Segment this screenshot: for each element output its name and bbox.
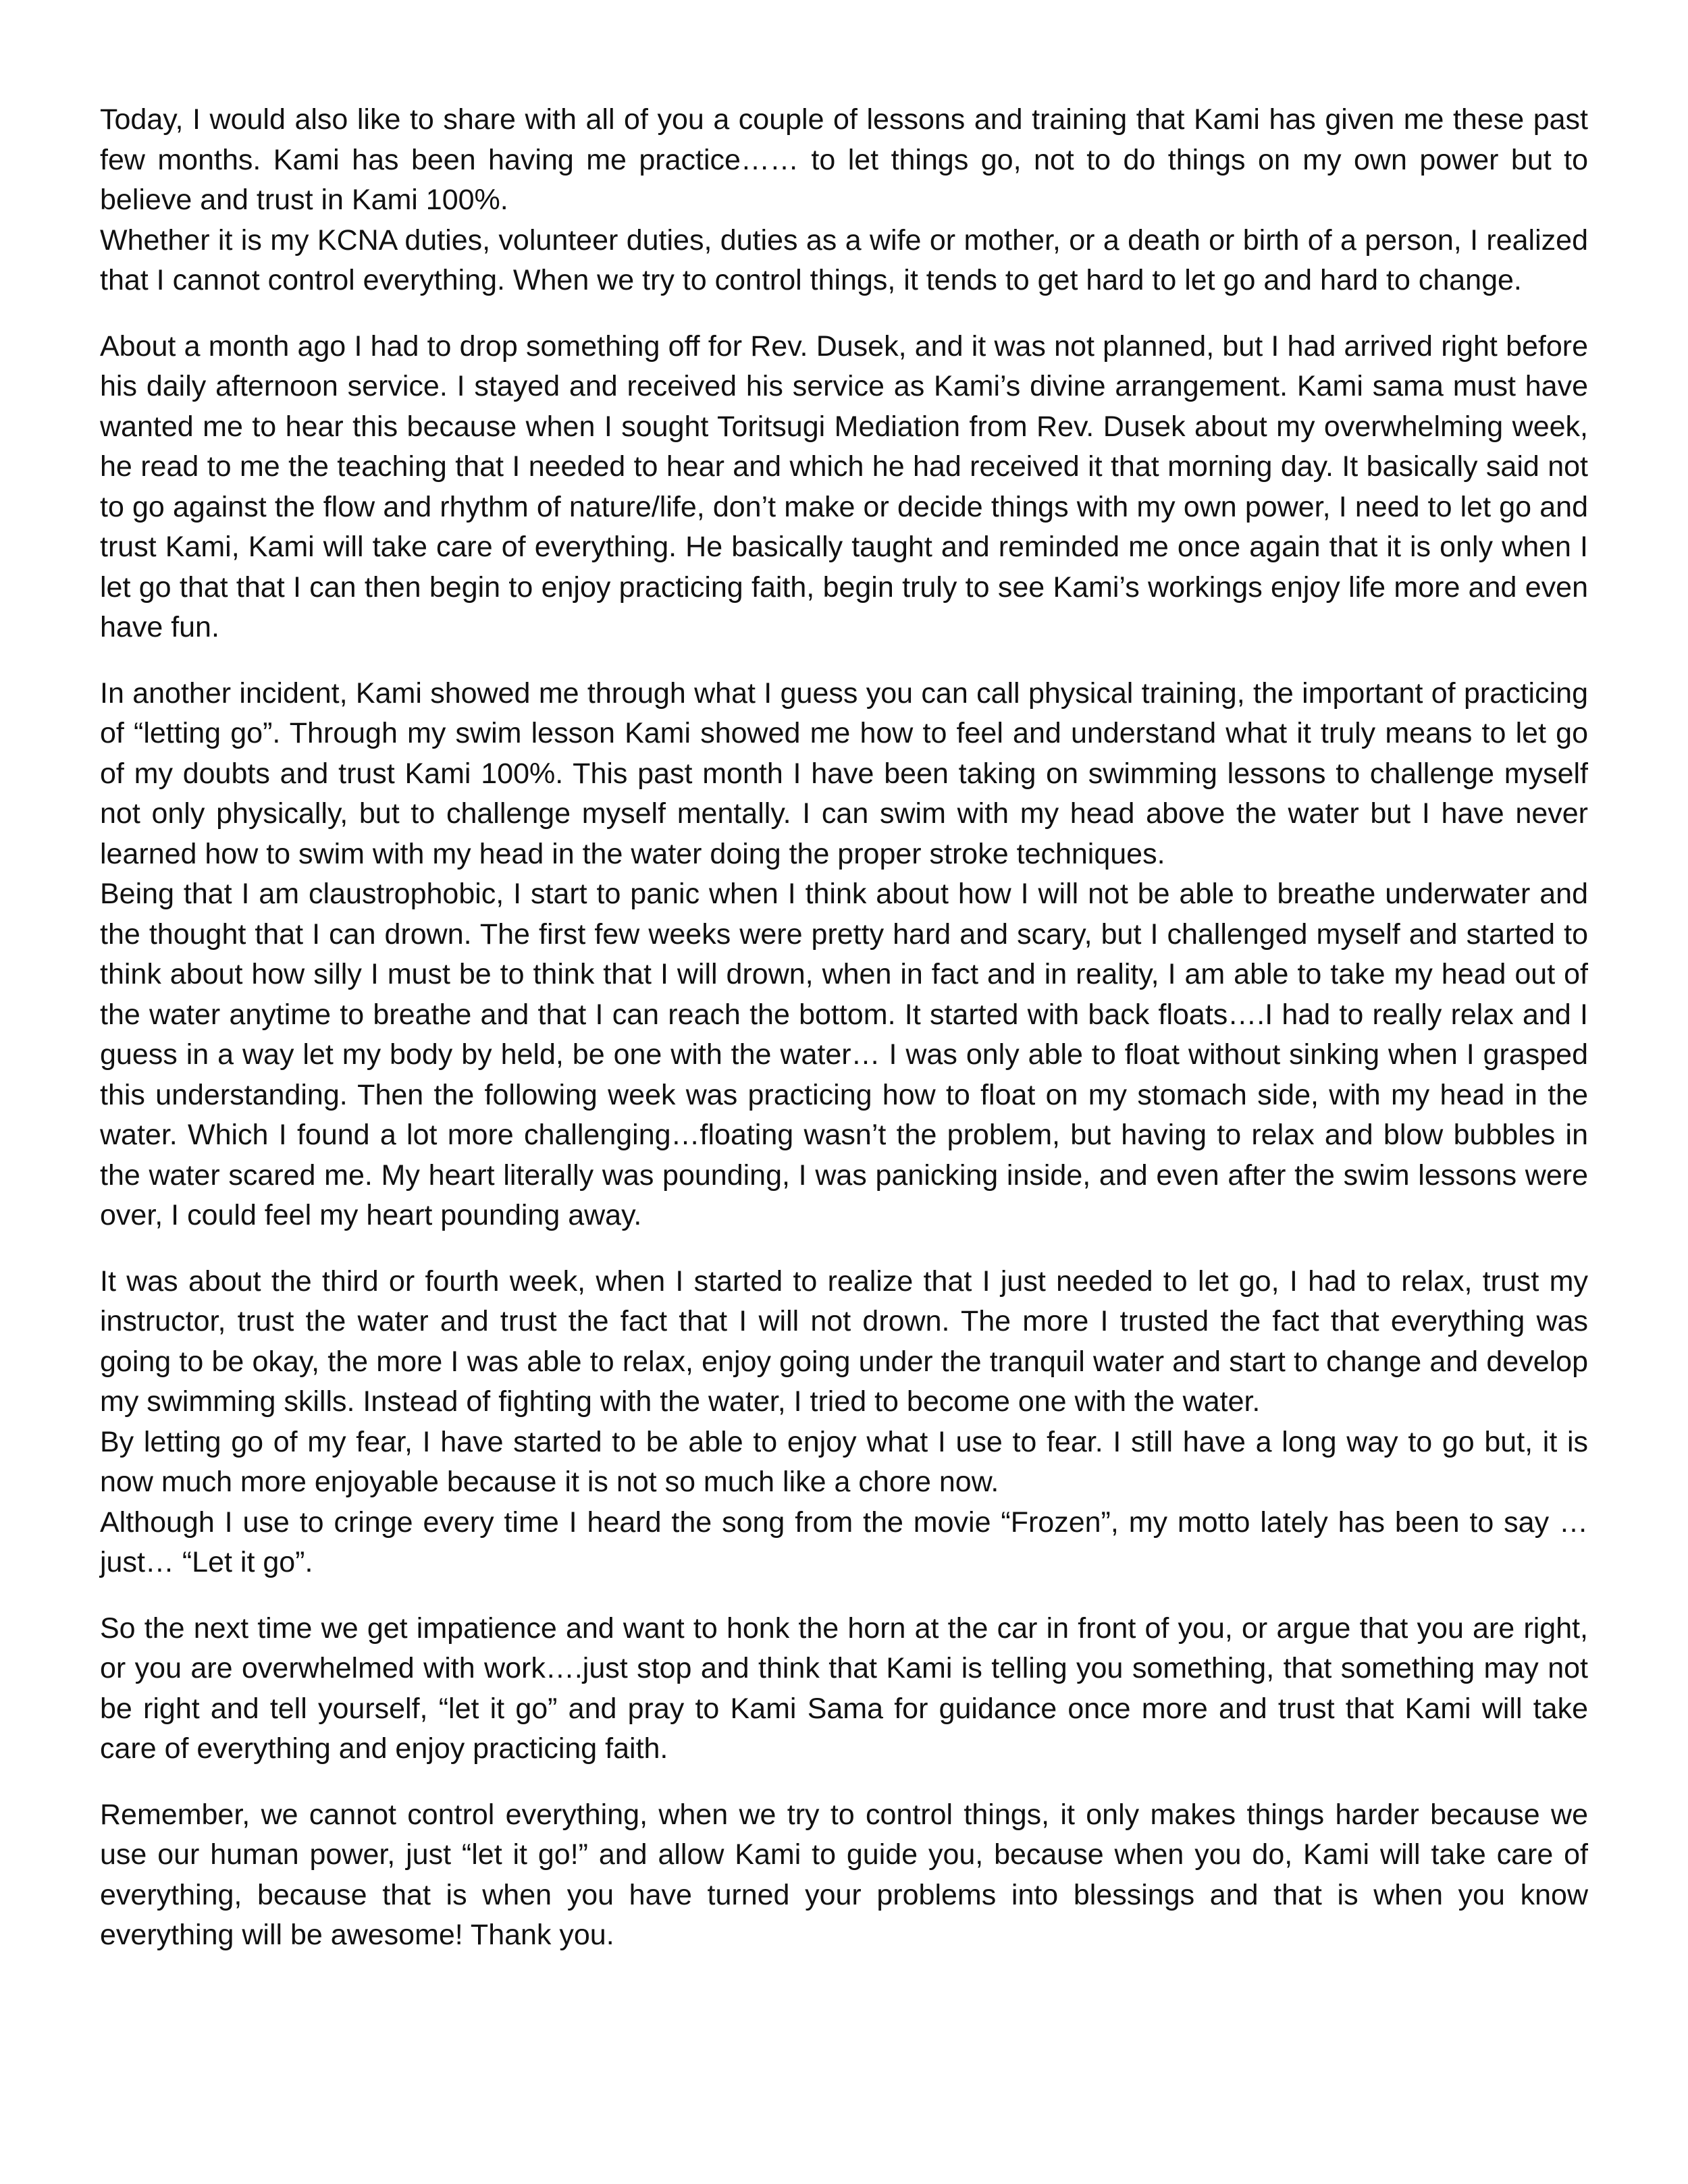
paragraph-claustrophobic: Being that I am claustrophobic, I start to panic when I think about how I will not be able to breathe underwater and the thought that I can drown. The first few weeks were pretty hard and scary, but I challenged myself and started to think about how silly I must be to think that I will drown, when in fact and in reality, I am able to take my head out of the water anytime to breathe and that I can reach the bottom. It started with back floats….I had to really relax and I guess in a way let my body by held, be one with the water… I was only able to float without sinking when I grasped this understanding. Then the following week was practicing how to float on my stomach side, with my head in the water. Which I found a lot more challenging…floating wasn’t the problem, but having to relax and blow bubbles in the water scared me. My heart literally was pounding, I was panicking inside, and even after the swim lessons were over, I could feel my heart pounding away. xyxy=(100,878,1588,1231)
document-body xyxy=(100,100,1588,1956)
paragraph-closing: Remember, we cannot control everything, when we try to control things, it only makes things harder because we use our human power, just “let it go!” and allow Kami to guide you, because when you do, Kami will take care of everything, because that is when you have turned your problems into blessings and that is when you know everything will be awesome! Thank you. xyxy=(100,1798,1588,1951)
paragraph-frozen: Although I use to cringe every time I heard the song from the movie “Frozen”, my motto lately has been to say …just… “Let it go”. xyxy=(100,1506,1588,1578)
paragraph-swim-lessons: In another incident, Kami showed me through what I guess you can call physical training, the important of practicing of “letting go”. Through my swim lesson Kami showed me how to feel and understand what it truly means to let go of my doubts and trust Kami 100%. This past month I have been taking on swimming lessons to challenge myself not only physically, but to challenge myself mentally. I can swim with my head above the water but I have never learned how to swim with my head in the water doing the proper stroke techniques. xyxy=(100,676,1588,870)
paragraph-rev-dusek: About a month ago I had to drop something off for Rev. Dusek, and it was not planned, but I had arrived right before his daily afternoon service. I stayed and received his service as Kami’s divine arrangement. Kami sama must have wanted me to hear this because when I sought Toritsugi Mediation from Rev. Dusek about my overwhelming week, he read to me the teaching that I needed to hear and which he had received it that morning day. It basically said not to go against the flow and rhythm of nature/life, don’t make or decide things with my own power, I need to let go and trust Kami, Kami will take care of everything. He basically taught and reminded me once again that it is only when I let go that that I can then begin to enjoy practicing faith, begin truly to see Kami’s workings enjoy life more and even have fun. xyxy=(100,329,1588,643)
paragraph-letting-go-fear: By letting go of my fear, I have started to be able to enjoy what I use to fear. I still have a long way to go but, it is now much more enjoyable because it is not so much like a chore now. xyxy=(100,1425,1588,1498)
paragraph-intro: Today, I would also like to share with all of you a couple of lessons and training that Kami has given me these past few months. Kami has been having me practice…… to let things go, not to do things on my own power but to believe and trust in Kami 100%. xyxy=(100,103,1588,216)
paragraph-next-time: So the next time we get impatience and want to honk the horn at the car in front of you, or argue that you are right, or you are overwhelmed with work….just stop and think that Kami is telling you something, that something may not be right and tell yourself, “let it go” and pray to Kami Sama for guidance once more and trust that Kami will take care of everything and enjoy practicing faith. xyxy=(100,1612,1588,1765)
paragraph-third-week: It was about the third or fourth week, when I started to realize that I just needed to let go, I had to relax, trust my instructor, trust the water and trust the fact that I will not drown. The more I trusted the fact that everything was going to be okay, the more I was able to relax, enjoy going under the tranquil water and start to change and develop my swimming skills. Instead of fighting with the water, I tried to become one with the water. xyxy=(100,1264,1588,1418)
paragraph-control: Whether it is my KCNA duties, volunteer duties, duties as a wife or mother, or a death or birth of a person, I realized that I cannot control everything. When we try to control things, it tends to get hard to let go and hard to change. xyxy=(100,223,1588,296)
